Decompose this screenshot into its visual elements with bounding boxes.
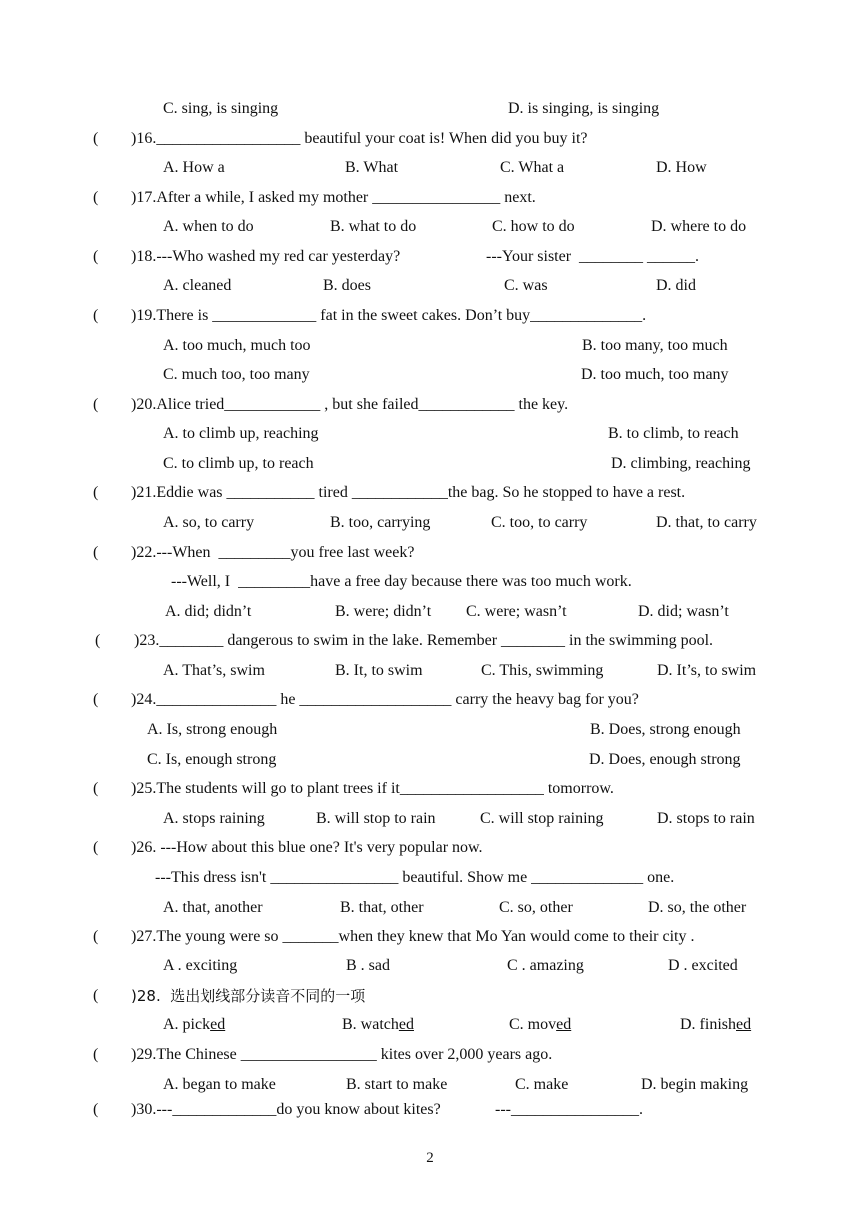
option-b: B. does — [323, 277, 371, 294]
option-d: D. so, the other — [648, 899, 747, 916]
option-a: A. cleaned — [163, 277, 232, 294]
option-b: B. What — [345, 159, 399, 176]
question-28: )28. 选出划线部分读音不同的一项 — [131, 987, 366, 1005]
question-16: )16.__________________ beautiful your coat is! When did you buy it? — [131, 130, 588, 147]
question-22: )22.---When _________you free last week? — [131, 544, 415, 561]
option-d: D. finished — [680, 1016, 752, 1033]
option-d: D. Does, enough strong — [589, 751, 741, 768]
answer-paren: ( — [93, 987, 99, 1004]
option-a: A. too much, much too — [163, 337, 311, 354]
option-a: A. That’s, swim — [163, 662, 265, 679]
question-30-reply: ---________________. — [495, 1101, 643, 1118]
question-25: )25.The students will go to plant trees if it__________________ tomorrow. — [131, 780, 614, 797]
question-26: )26. ---How about this blue one? It's very popular now. — [131, 839, 483, 856]
option-c: C. Is, enough strong — [147, 751, 277, 768]
underlined-suffix: ed — [210, 1016, 226, 1033]
option-d: D. It’s, to swim — [657, 662, 757, 679]
answer-paren: ( — [93, 189, 99, 206]
option-b: B. too many, too much — [582, 337, 728, 354]
option-b: B. what to do — [330, 218, 417, 235]
option-d: D. begin making — [641, 1076, 749, 1093]
answer-paren: ( — [95, 632, 101, 649]
question-24: )24._______________ he ___________________ carry the heavy bag for you? — [131, 691, 639, 708]
page-number: 2 — [426, 1150, 434, 1166]
question-27: )27.The young were so _______when they knew that Mo Yan would come to their city . — [131, 928, 695, 945]
option-b: B. It, to swim — [335, 662, 423, 679]
option-b: B. too, carrying — [330, 514, 431, 531]
question-21: )21.Eddie was ___________ tired ____________the bag. So he stopped to have a rest. — [131, 484, 686, 501]
option-b: B. to climb, to reach — [608, 425, 739, 442]
option-c: C. will stop raining — [480, 810, 604, 827]
option-c: C. too, to carry — [491, 514, 588, 531]
option-b: B. start to make — [346, 1076, 448, 1093]
option-c: C. so, other — [499, 899, 573, 916]
answer-paren: ( — [93, 130, 99, 147]
option-c: C. to climb up, to reach — [163, 455, 314, 472]
question-20: )20.Alice tried____________ , but she failed____________ the key. — [131, 396, 569, 413]
option-a: A. when to do — [163, 218, 254, 235]
option-a: A. How a — [163, 159, 225, 176]
question-17: )17.After a while, I asked my mother ________________ next. — [131, 189, 536, 206]
answer-paren: ( — [93, 1101, 99, 1118]
question-18-reply: ---Your sister ________ ______. — [486, 248, 700, 265]
option-d: D. that, to carry — [656, 514, 757, 531]
option-c: C. was — [504, 277, 548, 294]
option-a: A. so, to carry — [163, 514, 255, 531]
option-d: D. stops to rain — [657, 810, 755, 827]
option-d: D. How — [656, 159, 707, 176]
option-b: B. will stop to rain — [316, 810, 436, 827]
answer-paren: ( — [93, 928, 99, 945]
option-d: D . excited — [668, 957, 738, 974]
option-c: C. What a — [500, 159, 565, 176]
answer-paren: ( — [93, 248, 99, 265]
answer-paren: ( — [93, 307, 99, 324]
option-d: D. where to do — [651, 218, 747, 235]
question-19: )19.There is _____________ fat in the sweet cakes. Don’t buy______________. — [131, 307, 647, 324]
option-d: D. did — [656, 277, 696, 294]
option-a: A. picked — [163, 1016, 226, 1033]
answer-paren: ( — [93, 691, 99, 708]
option-c: C. make — [515, 1076, 569, 1093]
option-a: A. that, another — [163, 899, 263, 916]
question-26-reply: ---This dress isn't ________________ beautiful. Show me ______________ one. — [155, 869, 675, 886]
option-c: C. sing, is singing — [163, 100, 279, 117]
answer-paren: ( — [93, 1046, 99, 1063]
option-b: B . sad — [346, 957, 390, 974]
option-d: D. is singing, is singing — [508, 100, 660, 117]
option-a: A. Is, strong enough — [147, 721, 278, 738]
option-d: D. did; wasn’t — [638, 603, 729, 620]
option-c: C . amazing — [507, 957, 584, 974]
option-a: A . exciting — [163, 957, 238, 974]
option-c: C. This, swimming — [481, 662, 604, 679]
answer-paren: ( — [93, 544, 99, 561]
option-d: D. climbing, reaching — [611, 455, 751, 472]
option-c: C. moved — [509, 1016, 572, 1033]
answer-paren: ( — [93, 396, 99, 413]
option-c: C. how to do — [492, 218, 575, 235]
option-a: A. to climb up, reaching — [163, 425, 319, 442]
option-a: A. stops raining — [163, 810, 265, 827]
question-18: )18.---Who washed my red car yesterday? — [131, 248, 401, 265]
option-d: D. too much, too many — [581, 366, 729, 383]
underlined-suffix: ed — [398, 1016, 414, 1033]
option-a: A. began to make — [163, 1076, 276, 1093]
question-22-reply: ---Well, I _________have a free day because there was too much work. — [171, 573, 632, 590]
option-b: B. were; didn’t — [335, 603, 432, 620]
question-23: )23.________ dangerous to swim in the lake. Remember ________ in the swimming pool. — [134, 632, 714, 649]
option-b: B. watched — [342, 1016, 414, 1033]
answer-paren: ( — [93, 839, 99, 856]
answer-paren: ( — [93, 780, 99, 797]
option-b: B. that, other — [340, 899, 424, 916]
question-30: )30.---_____________do you know about kites? — [131, 1101, 441, 1118]
question-29: )29.The Chinese _________________ kites over 2,000 years ago. — [131, 1046, 553, 1063]
underlined-suffix: ed — [556, 1016, 572, 1033]
answer-paren: ( — [93, 484, 99, 501]
underlined-suffix: ed — [736, 1016, 752, 1033]
option-a: A. did; didn’t — [165, 603, 252, 620]
option-c: C. much too, too many — [163, 366, 310, 383]
option-c: C. were; wasn’t — [466, 603, 567, 620]
option-b: B. Does, strong enough — [590, 721, 741, 738]
